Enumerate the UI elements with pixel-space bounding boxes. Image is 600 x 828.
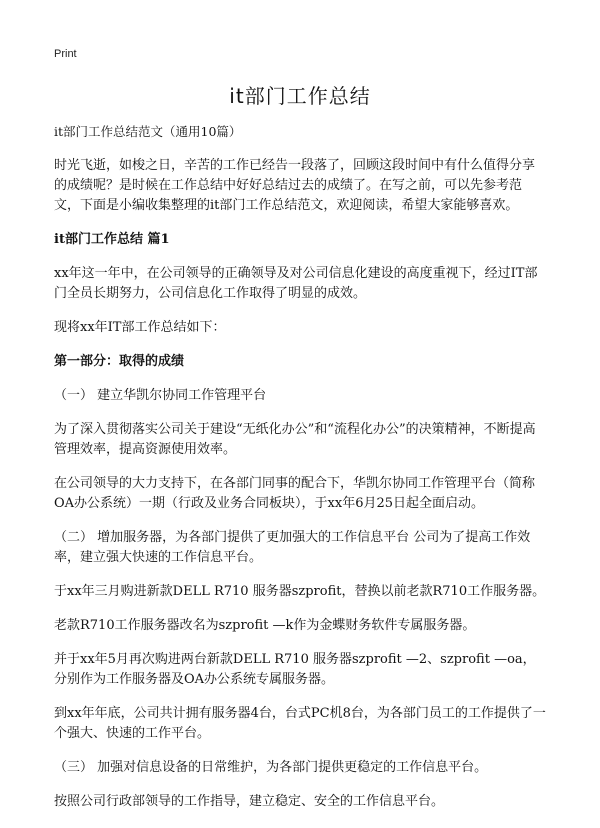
document-subtitle: it部门工作总结范文（通用10篇） — [54, 124, 242, 139]
list-item: （一） 建立华凯尔协同工作管理平台 — [54, 388, 267, 403]
paragraph: 现将xx年IT部工作总结如下： — [54, 320, 226, 335]
page-title: it部门工作总结 — [229, 84, 371, 108]
intro-paragraph: 时光飞逝，如梭之日，辛苦的工作已经告一段落了，回顾这段时间中有什么值得分享的成绩呢？是时候在工作总结中好好总结过去的成绩了。在写之前，可以先参考范文，下面是小编收集整理的it部门工作总结范文，欢迎阅读，希望大家能够喜欢。 — [54, 158, 536, 213]
document-body — [54, 122, 546, 826]
paragraph: 按照公司行政部领导的工作指导，建立稳定、安全的工作信息平台。 — [54, 794, 445, 809]
paragraph: 老款R710工作服务器改名为szprofit —k作为金蝶财务软件专属服务器。 — [54, 618, 476, 633]
paragraph: 于xx年三月购进新款DELL R710 服务器szprofit，替换以前老款R710工作服务器。 — [54, 584, 546, 599]
part-heading: 第一部分：取得的成绩 — [54, 354, 185, 369]
paragraph: 到xx年年底，公司共计拥有服务器4台，台式PC机8台，为各部门员工的工作提供了一个强大、快速的工作平台。 — [54, 706, 546, 741]
paragraph: 为了深入贯彻落实公司关于建设“无纸化办公”和“流程化办公”的决策精神，不断提高管理效率，提高资源使用效率。 — [54, 422, 536, 457]
paragraph: 并于xx年5月再次购进两台新款DELL R710 服务器szprofit —2、szprofit —oa，分别作为工作服务器及OA办公系统专属服务器。 — [54, 652, 536, 687]
paragraph: 在公司领导的大力支持下，在各部门同事的配合下，华凯尔协同工作管理平台（简称OA办公系统）一期（行政及业务合同板块），于xx年6月25日起全面启动。 — [54, 476, 536, 511]
list-item: （二） 增加服务器，为各部门提供了更加强大的工作信息平台 公司为了提高工作效率，建立强大快速的工作信息平台。 — [54, 530, 531, 565]
list-item: （三） 加强对信息设备的日常维护，为各部门提供更稳定的工作信息平台。 — [54, 760, 488, 775]
section-heading: it部门工作总结 篇1 — [54, 232, 170, 247]
print-link[interactable]: Print — [54, 48, 77, 60]
paragraph: xx年这一年中，在公司领导的正确领导及对公司信息化建设的高度重视下，经过IT部门全员长期努力，公司信息化工作取得了明显的成效。 — [54, 266, 538, 301]
